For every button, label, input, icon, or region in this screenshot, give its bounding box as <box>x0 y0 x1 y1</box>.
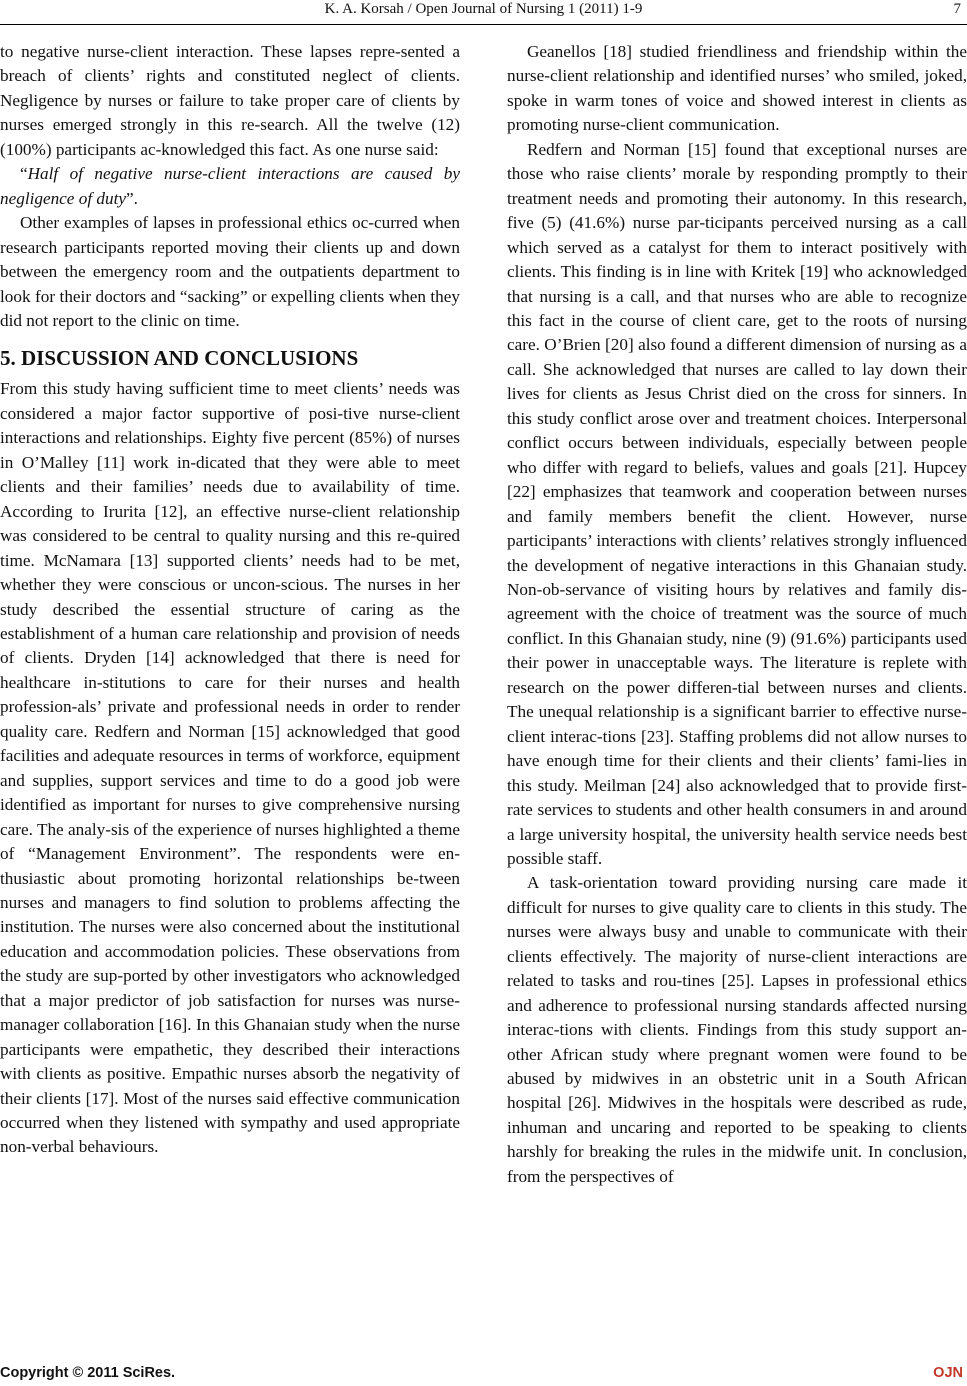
paragraph: to negative nurse-client interaction. These lapses repre-sented a breach of clients’ rights and constituted neglect of clients. Negligence by nurses or failure to take proper care of clients by nurses emerged strongly in this re-search. All the twelve (12) (100%) participants ac-knowledged this fact. As one nurse said: <box>0 42 460 159</box>
right-column <box>507 40 967 1189</box>
quote-open-mark: “ <box>20 164 28 184</box>
paragraph: From this study having sufficient time to meet clients’ needs was considered a major factor supportive of posi-tive nurse-client interactions and relationships. Eighty five percent (85%) of nurses in O’Malley [11] work in-dicated that they were able to meet clients and their families’ needs due to availability of time. According to Irurita [12], an effective nurse-client relationship was considered to be central to quality nursing and this re-quired time. McNamara [13] supported clients’ needs had to be met, whether they were conscious or uncon-scious. The nurses in her study described the essential structure of caring as the establishment of a human care relationship and provision of needs of clients. Dryden [14] acknowledged that there is need for healthcare in-stitutions to care for their nurses and health profession-als’ private and professional needs in order to render quality care. Redfern and Norman [15] acknowledged that good facilities and adequate resources in terms of workforce, equipment and supplies, support services and time to do a good job were identified as important for nurses to give comprehensive nursing care. The analy-sis of the experience of nurses highlighted a theme of “Management Environment”. The respondents were en-thusiastic about promoting horizontal relationships be-tween nurses and managers to find solution to problems affecting the institution. The nurses were also concerned about the institutional education and accommodation policies. These observations from the study are sup-ported by other investigators who acknowledged that a major predictor of job satisfaction for nurses was nurse-manager collaboration [16]. In this Ghanaian study when the nurse participants were empathetic, they described their interactions with clients as positive. Empathic nurses absorb the negativity of their clients [17]. Most of the nurses said effective communication occurred when they listened with sympathy and used appropriate non-verbal behaviours. <box>0 379 460 1157</box>
page-footer <box>0 1362 967 1384</box>
section-heading: 5. DISCUSSION AND CONCLUSIONS <box>0 346 359 371</box>
left-column <box>0 40 460 1160</box>
paragraph: Redfern and Norman [15] found that exceptional nurses are those who raise clients’ morale by responding promptly to their treatment needs and promoting their autonomy. In this research, five (5) (41.6%) nurse par-ticipants perceived nursing as a call which served as a catalyst for them to interact positively with clients. This finding is in line with Kritek [19] who acknowledged that nursing is a call, and that nurses who are able to recognize this fact in the course of client care, get to the roots of nursing care. O’Brien [20] also found a different dimension of nursing as a call. She acknowledged that nurses are called to lay down their lives for clients as Jesus Christ died on the cross for sinners. In this study conflict arose over and treatment choices. Interpersonal conflict occurs between individuals, especially between people who differ with regard to beliefs, values and goals [21]. Hupcey [22] emphasizes that teamwork and cooperation between nurses and family members benefit the client. However, nurse participants’ interactions with clients’ relatives strongly influenced the development of negative interactions in this Ghanaian study. Non-ob-servance of visiting hours by relatives and family dis-agreement with the choice of treatment was the source of much conflict. In this Ghanaian study, nine (9) (91.6%) participants used their power in unacceptable ways. The literature is replete with research on the power differen-tial between nurses and clients. The unequal relationship is a significant barrier to effective nurse-client interac-tions [23]. Staffing problems did not allow nurses to have enough time for their clients and their clients’ fami-lies in this study. Meilman [24] also acknowledged that to provide first-rate services to students and other health consumers in and around a large university hospital, the university health service needs best possible staff. <box>507 139 967 868</box>
journal-abbreviation: OJN <box>933 1365 963 1381</box>
paragraph: Other examples of lapses in professional ethics oc-curred when research participants reported moving their clients up and down between the emergency room and the outpatients department to look for their doctors and “sacking” or expelling clients when they did not report to the clinic on time. <box>0 213 460 330</box>
page-number: 7 <box>953 1 961 17</box>
running-title: K. A. Korsah / Open Journal of Nursing 1 (2011) 1-9 <box>324 1 643 17</box>
header-rule <box>0 24 967 25</box>
nurse-quote <box>0 162 460 211</box>
quote-text: Half of negative nurse-client interactions are caused by negligence of duty <box>0 164 460 208</box>
paragraph: Geanellos [18] studied friendliness and friendship within the nurse-client relationship and identified nurses’ who smiled, joked, spoke in warm tones of voice and showed interest in clients as promoting nurse-client communication. <box>507 42 967 135</box>
running-header <box>0 0 967 26</box>
paragraph: A task-orientation toward providing nursing care made it difficult for nurses to give quality care to clients in this study. The nurses were always busy and unable to communicate with their clients effectively. The majority of nurse-client interactions are related to tasks and rou-tines [25]. Lapses in professional ethics and adherence to professional nursing standards affected nursing interac-tions with clients. Findings from this study support an-other African study where pregnant women were found to be abused by midwives in an obstetric unit in a South African hospital [26]. Midwives in the hospitals were described as rude, inhuman and uncaring and reported to be speaking to clients harshly for breaking the rules in the midwife unit. In conclusion, from the perspectives of <box>507 873 967 1186</box>
quote-close-mark: ”. <box>126 188 138 208</box>
copyright-notice: Copyright © 2011 SciRes. <box>0 1365 176 1381</box>
